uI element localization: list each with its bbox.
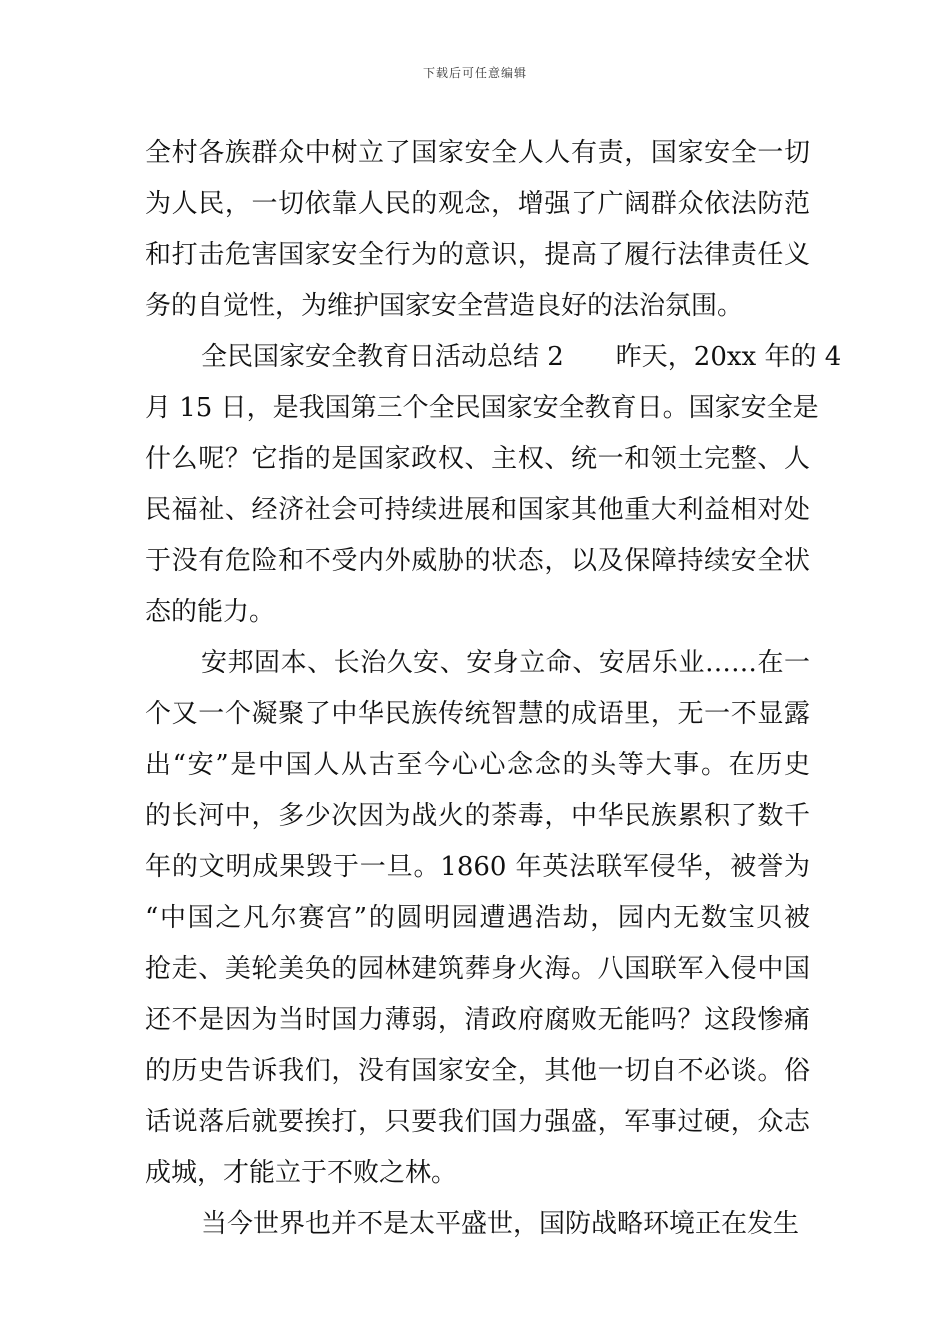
- text-line: 为人民，一切依靠人民的观念，增强了广阔群众依法防范: [145, 189, 810, 219]
- document-body: [145, 128, 842, 1250]
- text-line: 的长河中，多少次因为战火的荼毒，中华民族累积了数千: [145, 801, 810, 831]
- text-line: 民福祉、经济社会可持续进展和国家其他重大利益相对处: [145, 495, 810, 525]
- text-line: 当今世界也并不是太平盛世，国防战略环境正在发生: [201, 1209, 800, 1239]
- text-line: 和打击危害国家安全行为的意识，提高了履行法律责任义: [145, 240, 810, 270]
- text-line: 态的能力。: [145, 597, 276, 627]
- text-line: “中国之凡尔赛宫”的圆明园遭遇浩劫，园内无数宝贝被: [145, 903, 810, 933]
- text-line: 于没有危险和不受内外威胁的状态，以及保障持续安全状: [145, 546, 810, 576]
- text-line: 话说落后就要挨打，只要我们国力强盛，军事过硬，众志: [145, 1107, 810, 1137]
- paragraph: [145, 332, 842, 638]
- text-line: 月 15 日，是我国第三个全民国家安全教育日。国家安全是: [145, 393, 819, 423]
- text-line: 全民国家安全教育日活动总结 2 昨天，20xx 年的 4: [201, 342, 842, 372]
- text-line: 什么呢？它指的是国家政权、主权、统一和领土完整、人: [145, 444, 810, 474]
- text-line: 全村各族群众中树立了国家安全人人有责，国家安全一切: [145, 138, 810, 168]
- text-line: 务的自觉性，为维护国家安全营造良好的法治氛围。: [145, 291, 744, 321]
- text-line: 年的文明成果毁于一旦。1860 年英法联军侵华，被誉为: [145, 852, 810, 882]
- text-line: 的历史告诉我们，没有国家安全，其他一切自不必谈。俗: [145, 1056, 810, 1086]
- text-line: 成城，才能立于不败之林。: [145, 1158, 458, 1188]
- text-line: 安邦固本、长治久安、安身立命、安居乐业……在一: [201, 648, 810, 678]
- text-line: 还不是因为当时国力薄弱，清政府腐败无能吗？这段惨痛: [145, 1005, 810, 1035]
- paragraph: [145, 128, 810, 332]
- paragraph: [145, 638, 810, 1199]
- paragraph: [145, 1199, 810, 1250]
- text-line: 个又一个凝聚了中华民族传统智慧的成语里，无一不显露: [145, 699, 810, 729]
- text-line: 出“安”是中国人从古至今心心念念的头等大事。在历史: [145, 750, 810, 780]
- page-header: 下载后可任意编辑: [422, 66, 527, 80]
- text-line: 抢走、美轮美奂的园林建筑葬身火海。八国联军入侵中国: [145, 954, 810, 984]
